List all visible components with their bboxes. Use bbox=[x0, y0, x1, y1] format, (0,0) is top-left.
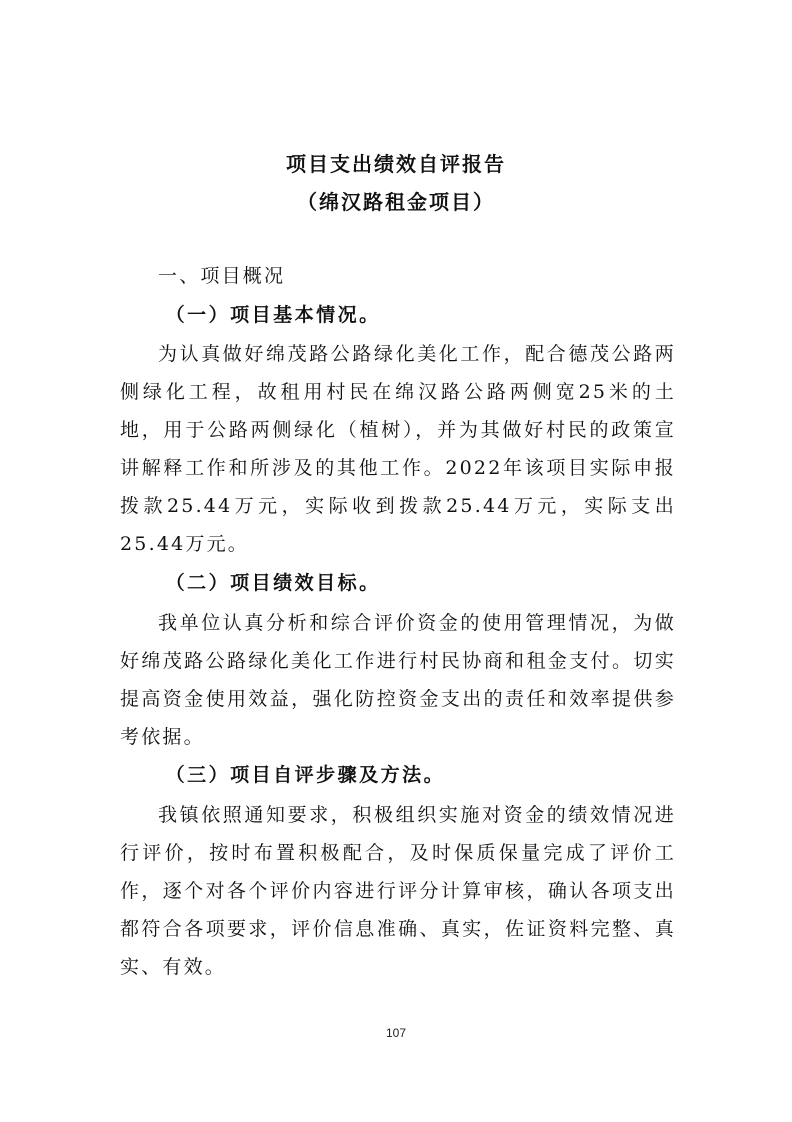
subsection-heading-basic-info: （一）项目基本情况。 bbox=[165, 304, 381, 326]
report-title: 项目支出绩效自评报告 bbox=[286, 152, 506, 176]
paragraph-performance-goals: 我单位认真分析和综合评价资金的使用管理情况，为做好绵茂路公路绿化美化工作进行村民协商和租金支付。切实提高资金使用效益，强化防控资金支出的责任和效率提供参考依据。 bbox=[120, 612, 676, 748]
paragraph-basic-info: 为认真做好绵茂路公路绿化美化工作，配合德茂公路两侧绿化工程，故租用村民在绵汉路公路两侧宽25米的土地，用于公路两侧绿化（植树），并为其做好村民的政策宣讲解释工作和所涉及的其他工作。2022年该项目实际申报拨款25.44万元，实际收到拨款25.44万元，实际支出25.44万元。 bbox=[120, 343, 676, 555]
subsection-heading-performance-goals: （二）项目绩效目标。 bbox=[165, 572, 381, 594]
report-subtitle: （绵汉路租金项目） bbox=[297, 190, 495, 214]
paragraph-evaluation-method: 我镇依照通知要求，积极组织实施对资金的绩效情况进行评价，按时布置积极配合，及时保质保量完成了评价工作，逐个对各个评价内容进行评分计算审核，确认各项支出都符合各项要求，评价信息准确、真实，佐证资料完整、真实、有效。 bbox=[120, 804, 676, 978]
page-number: 107 bbox=[385, 1026, 407, 1040]
section-heading-overview: 一、项目概况 bbox=[158, 265, 286, 287]
subsection-heading-evaluation-method: （三）项目自评步骤及方法。 bbox=[165, 764, 446, 786]
